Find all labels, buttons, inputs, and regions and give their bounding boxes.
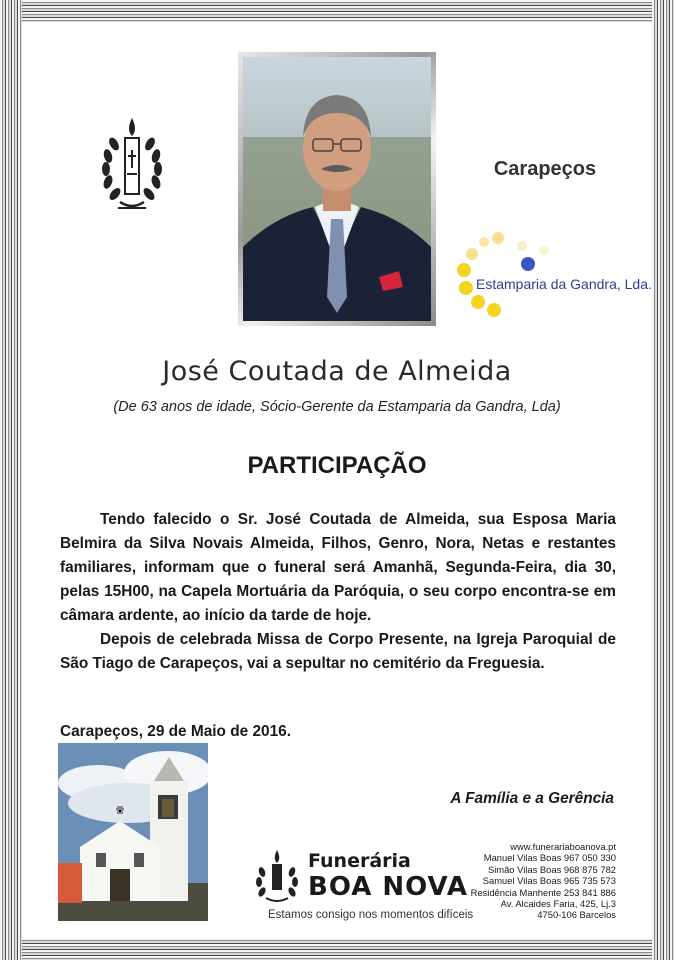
estamparia-logo-text: Estamparia da Gandra, Lda. — [476, 276, 652, 292]
frame-border-top — [0, 0, 674, 22]
contact-website: www.funerariaboanova.pt — [510, 841, 616, 852]
contact-line: Av. Alcaides Faria, 425, Lj.3 — [500, 898, 616, 910]
contact-line: Simão Vilas Boas 968 875 782 — [487, 863, 616, 875]
funeral-home-name: BOA NOVA — [308, 872, 469, 902]
deceased-name: José Coutada de Almeida — [162, 356, 512, 387]
candle-laurel-icon — [92, 112, 172, 216]
notice-body — [60, 508, 616, 676]
funeral-home-contacts — [471, 841, 616, 921]
deceased-subtitle: (De 63 anos de idade, Sócio-Gerente da Estamparia da Gandra, Lda) — [113, 399, 561, 415]
notice-paragraph-1: Tendo falecido o Sr. José Coutada de Almeida, sua Esposa Maria Belmira da Silva Novais Almeida, Filhos, Genro, Nora, Netas e restantes familiares, informam que o funeral será Amanhã, Segunda-Feira, dia 30, pelas 15H00, na Capela Mortuária da Paróquia, o seu corpo encontra-se em câmara ardente, ao início da tarde de hoje. — [60, 511, 616, 624]
church-photo — [58, 743, 208, 921]
contact-line: Residência Manhente 253 841 886 — [470, 886, 616, 898]
portrait-frame — [238, 52, 436, 326]
notice-paragraph-2: Depois de celebrada Missa de Corpo Presente, na Igreja Paroquial de São Tiago de Carapeços, vai a sepultar no cemitério da Freguesia. — [60, 631, 616, 672]
contact-line: 4750-106 Barcelos — [537, 909, 616, 921]
date-line: Carapeços, 29 de Maio de 2016. — [60, 723, 291, 740]
frame-border-right — [652, 0, 674, 960]
funeral-home-word: Funerária — [308, 850, 411, 872]
portrait-photo — [243, 57, 431, 321]
signature: A Família e a Gerência — [450, 790, 614, 807]
funeral-home-tagline: Estamos consigo nos momentos difíceis — [268, 909, 474, 921]
contact-line: Manuel Vilas Boas 967 050 330 — [483, 852, 616, 864]
frame-border-left — [0, 0, 22, 960]
town-name: Carapeços — [493, 158, 597, 180]
contact-line: Samuel Vilas Boas 965 735 573 — [482, 875, 616, 887]
frame-border-bottom — [0, 938, 674, 960]
candle-laurel-icon — [252, 848, 302, 904]
notice-heading: PARTICIPAÇÃO — [247, 452, 427, 479]
